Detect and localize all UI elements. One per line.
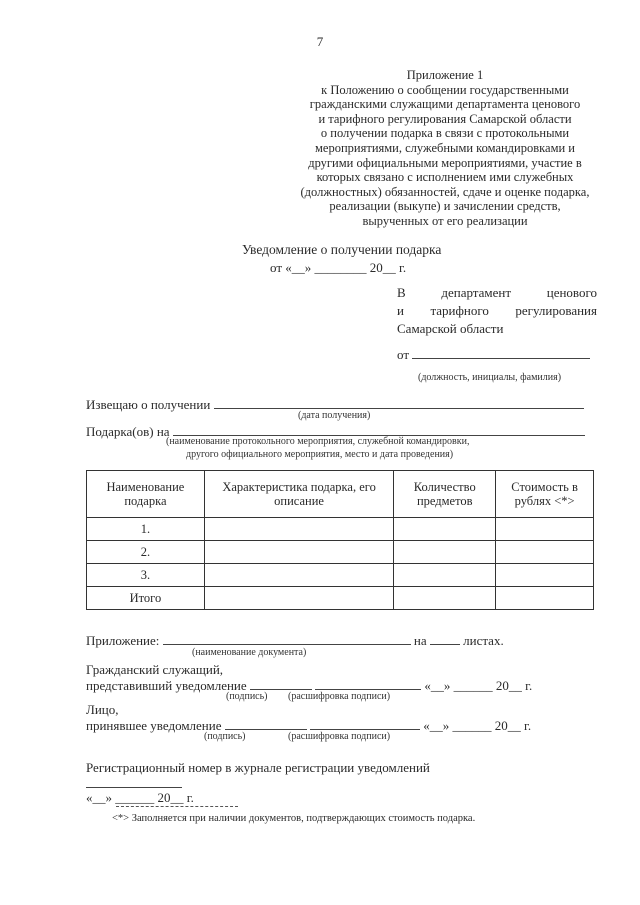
sign-date: «__» ______ 20__ г. xyxy=(423,718,532,733)
table-row xyxy=(87,518,594,541)
row-number: 3. xyxy=(87,564,205,587)
sender-field xyxy=(397,347,597,363)
gifts-table xyxy=(86,470,594,610)
table-cell[interactable] xyxy=(496,518,594,541)
signature-decode-line[interactable] xyxy=(315,689,421,690)
table-header: Стоимость в рублях <*> xyxy=(496,471,594,518)
appendix-line: Приложение 1 xyxy=(406,68,484,82)
appendix-line: мероприятиями, служебными командировками и xyxy=(315,140,575,155)
page-number: 7 xyxy=(316,34,324,49)
sender-line[interactable] xyxy=(412,358,590,359)
table-header-row xyxy=(87,471,594,518)
notice-date: от «__» ________ 20__ г. xyxy=(270,260,407,275)
appendix-line: гражданскими служащими департамента ценового xyxy=(309,97,581,112)
footnote-divider xyxy=(116,806,238,807)
table-cell[interactable] xyxy=(394,564,496,587)
table-header: Наименование подарка xyxy=(87,471,205,518)
recipient-line: В департамент ценового xyxy=(397,285,597,300)
notice-title: Уведомление о получении подарка xyxy=(242,242,442,257)
table-header: Количество предметов xyxy=(394,471,496,518)
event-caption: другого официального мероприятия, место и дата проведения) xyxy=(186,449,454,460)
recipient-line: Самарской области xyxy=(397,321,504,336)
attachment-caption: (наименование документа) xyxy=(192,647,307,658)
appendix-line: (должностных) обязанностей, сдаче и оценке подарка, xyxy=(300,184,590,199)
signature-caption: (подпись) xyxy=(226,691,268,702)
appendix-line: и тарифного регулирования Самарской области xyxy=(318,111,572,126)
signature-line[interactable] xyxy=(250,689,312,690)
signature-caption: (подпись) xyxy=(204,731,246,742)
from-label: от xyxy=(397,347,410,362)
recipient-line: и тарифного регулирования xyxy=(397,303,597,318)
sheets-count-line[interactable] xyxy=(430,644,460,645)
signature-decode-line[interactable] xyxy=(310,729,420,730)
table-cell[interactable] xyxy=(496,587,594,610)
signature-line[interactable] xyxy=(225,729,307,730)
row-number: 2. xyxy=(87,541,205,564)
table-cell[interactable] xyxy=(204,518,394,541)
total-label: Итого xyxy=(87,587,205,610)
receipt-date-caption: (дата получения) xyxy=(298,410,371,421)
table-cell[interactable] xyxy=(394,541,496,564)
appendix-line: другими официальными мероприятиями, участие в xyxy=(308,155,582,170)
attachment-sheets: листах. xyxy=(463,633,504,648)
event-caption: (наименование протокольного мероприятия, служебной командировки, xyxy=(166,436,470,447)
table-cell[interactable] xyxy=(204,587,394,610)
registration-number-line[interactable] xyxy=(86,787,182,788)
table-cell[interactable] xyxy=(204,564,394,587)
servant-label: Гражданский служащий, xyxy=(86,662,224,677)
appendix-line: вырученных от его реализации xyxy=(362,213,528,228)
inform-label: Извещаю о получении xyxy=(86,397,211,412)
attachment-name-line[interactable] xyxy=(163,644,411,645)
table-row xyxy=(87,564,594,587)
appendix-line: которых связано с исполнением ими служебных xyxy=(316,170,574,185)
table-header: Характеристика подарка, его описание xyxy=(204,471,394,518)
table-cell[interactable] xyxy=(394,518,496,541)
registration-date: «__» ______ 20__ г. xyxy=(86,790,194,805)
footnote: <*> Заполняется при наличии документов, подтверждающих стоимость подарка. xyxy=(112,813,476,824)
attachment-label: Приложение: xyxy=(86,633,160,648)
decode-caption: (расшифровка подписи) xyxy=(288,691,391,702)
receiver-label: принявшее уведомление xyxy=(86,718,222,733)
appendix-line: реализации (выкупе) и зачислении средств, xyxy=(329,199,561,214)
table-total-row xyxy=(87,587,594,610)
appendix-line: о получении подарка в связи с протокольными xyxy=(320,126,570,141)
servant-label: представивший уведомление xyxy=(86,678,247,693)
sender-caption: (должность, инициалы, фамилия) xyxy=(418,372,562,383)
appendix-header xyxy=(280,68,610,229)
registration-label: Регистрационный номер в журнале регистрации уведомлений xyxy=(86,760,430,775)
decode-caption: (расшифровка подписи) xyxy=(288,731,391,742)
receipt-date-line[interactable] xyxy=(214,408,584,409)
row-number: 1. xyxy=(87,518,205,541)
gifts-label: Подарка(ов) на xyxy=(86,424,170,439)
table-row xyxy=(87,541,594,564)
sign-date: «__» ______ 20__ г. xyxy=(424,678,533,693)
recipient-block xyxy=(397,284,597,338)
appendix-line: к Положению о сообщении государственными xyxy=(321,82,569,97)
table-cell[interactable] xyxy=(496,564,594,587)
table-cell[interactable] xyxy=(204,541,394,564)
table-cell[interactable] xyxy=(496,541,594,564)
table-cell[interactable] xyxy=(394,587,496,610)
receiver-label: Лицо, xyxy=(86,702,119,717)
attachment-on: на xyxy=(413,633,427,648)
